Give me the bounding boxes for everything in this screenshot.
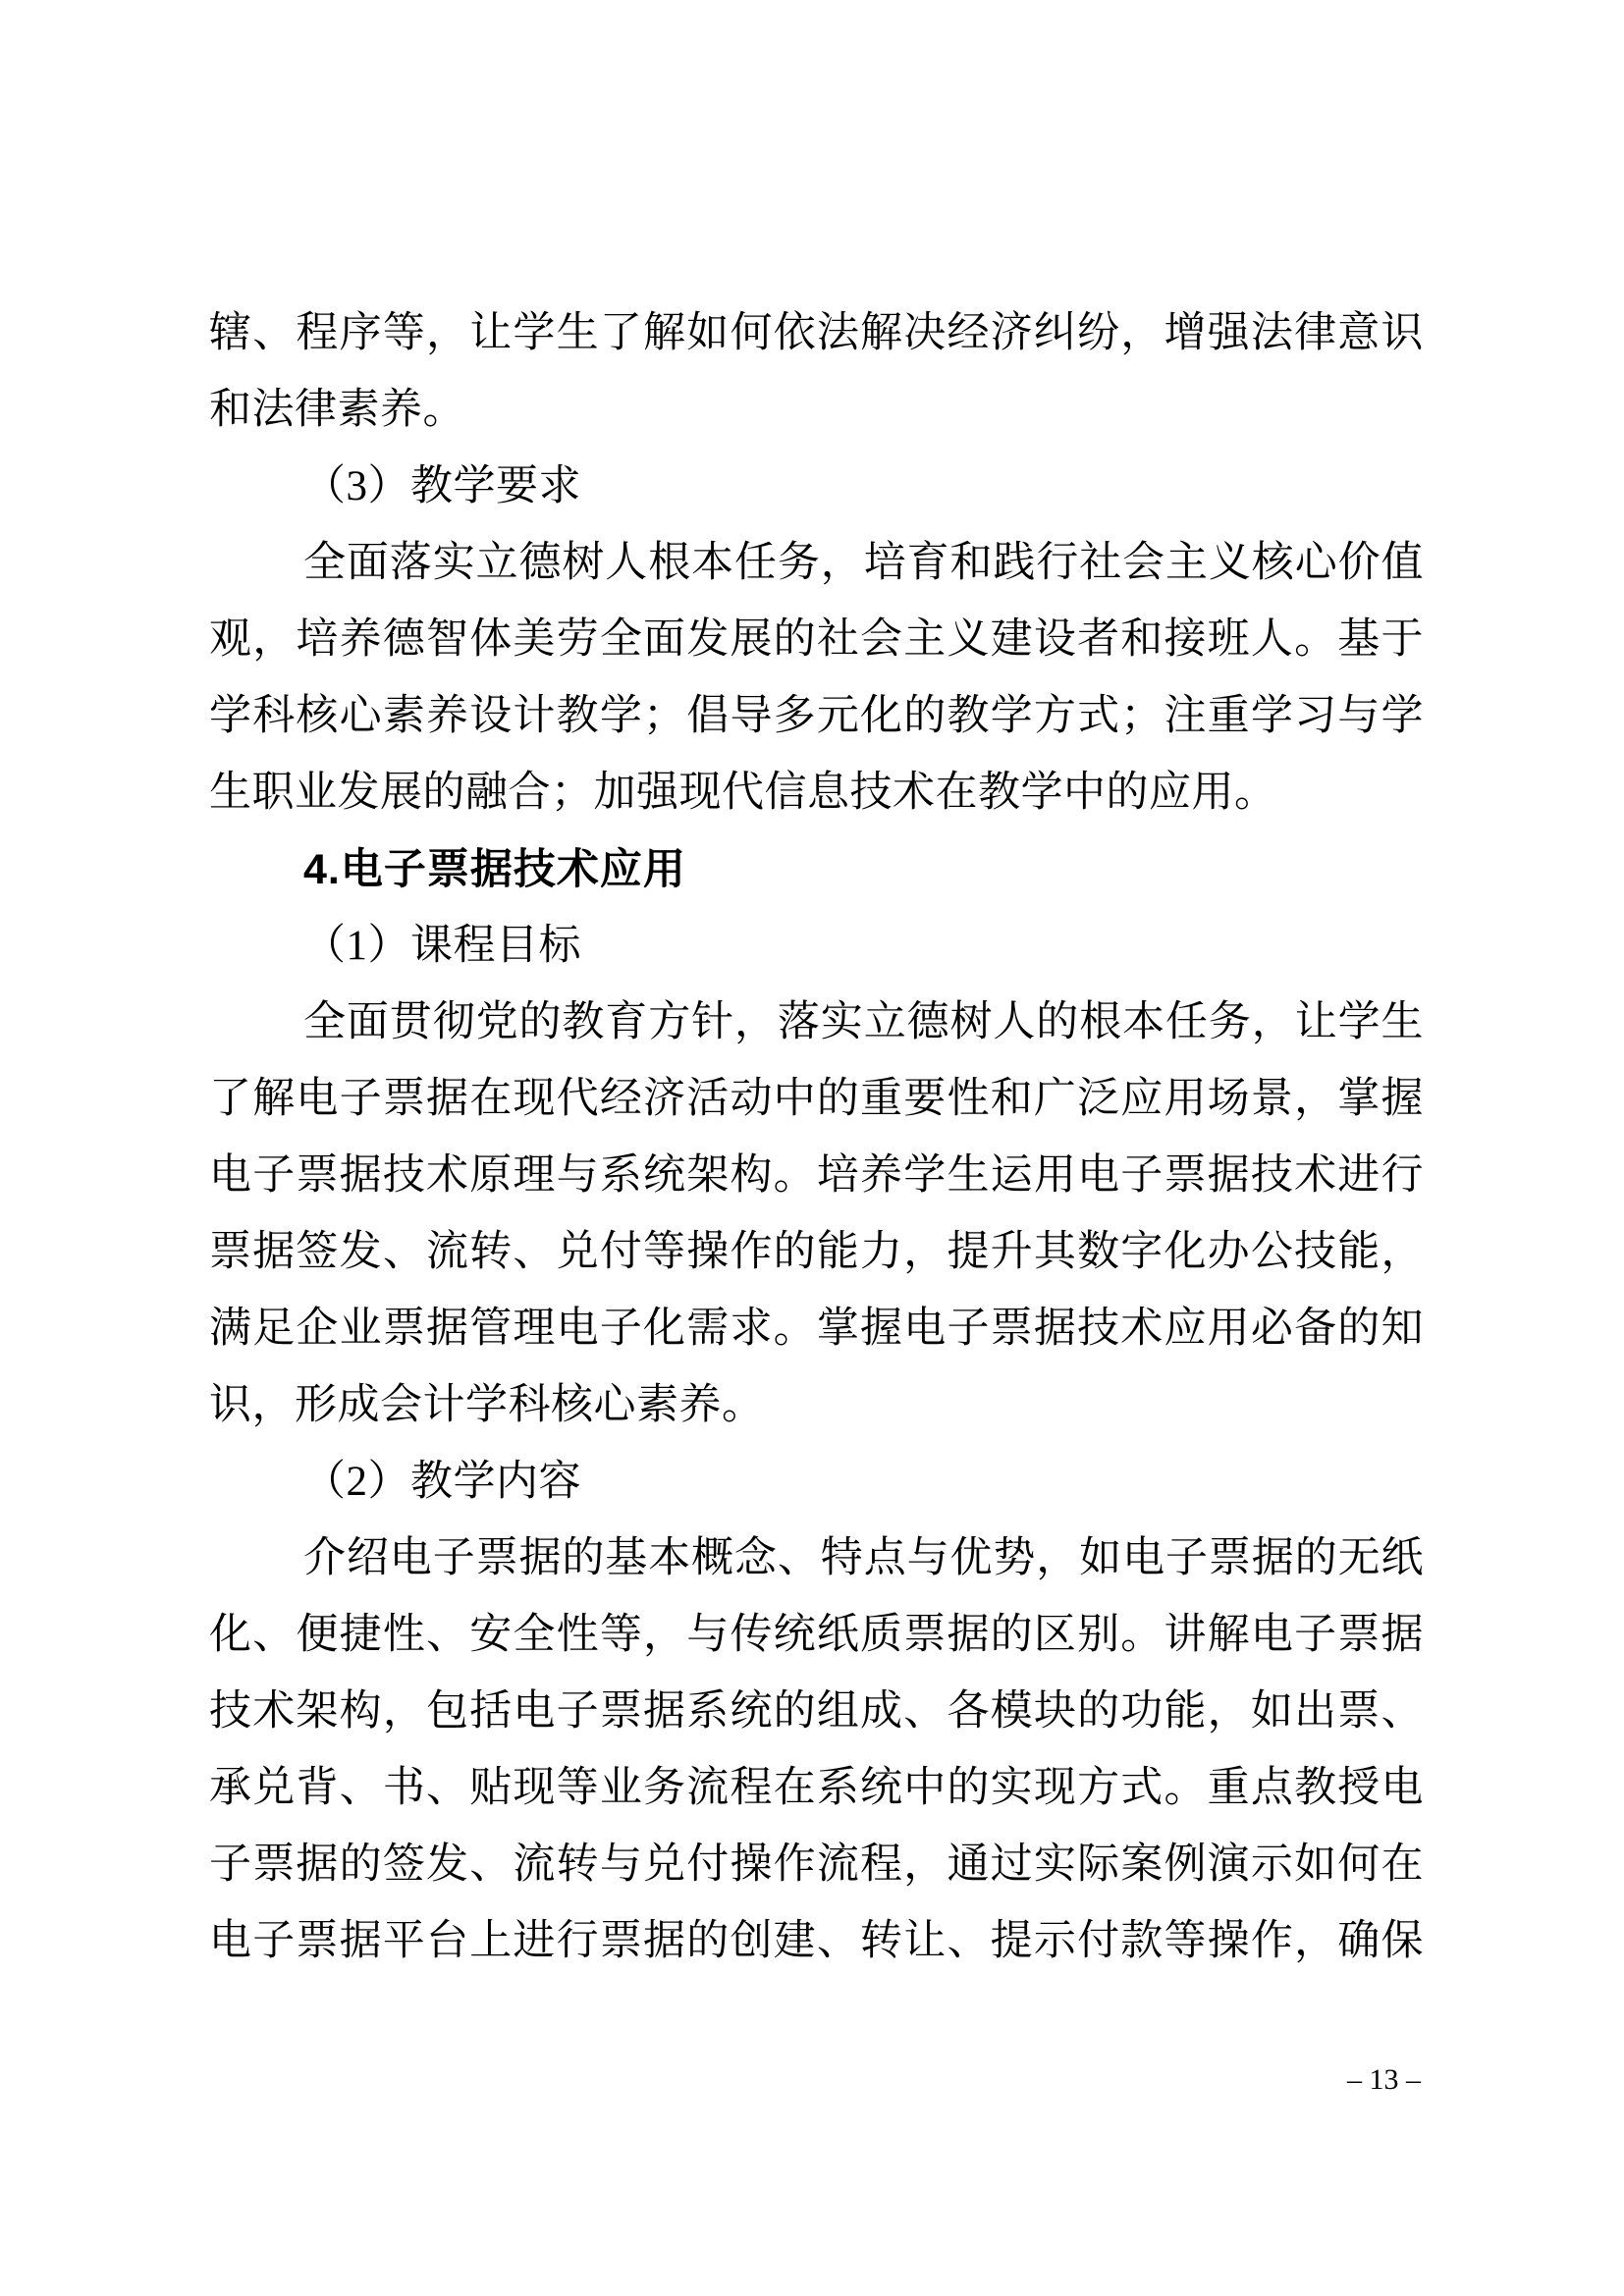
subheading-teaching-content: （2）教学内容 bbox=[303, 1459, 581, 1505]
para-line: 全面贯彻党的教育方针，落实立德树人的根本任务，让学生 bbox=[303, 999, 1424, 1045]
para-line: 了解电子票据在现代经济活动中的重要性和广泛应用场景，掌握 bbox=[209, 1076, 1424, 1122]
section-heading-4: 4.电子票据技术应用 bbox=[303, 846, 686, 893]
text-block bbox=[209, 295, 1424, 1980]
para-line: 票据签发、流转、兑付等操作的能力，提升其数字化办公技能， bbox=[209, 1229, 1424, 1275]
para-line: 子票据的签发、流转与兑付操作流程，通过实际案例演示如何在 bbox=[209, 1842, 1424, 1888]
para-line: 和法律素养。 bbox=[209, 387, 465, 433]
para-line: 生职业发展的融合；加强现代信息技术在教学中的应用。 bbox=[209, 770, 1277, 816]
para-line: 电子票据平台上进行票据的创建、转让、提示付款等操作，确保 bbox=[209, 1918, 1424, 1964]
para-line: 辖、程序等，让学生了解如何依法解决经济纠纷，增强法律意识 bbox=[209, 310, 1424, 356]
para-line: 观，培养德智体美劳全面发展的社会主义建设者和接班人。基于 bbox=[209, 616, 1424, 663]
para-line: 学科核心素养设计教学；倡导多元化的教学方式；注重学习与学 bbox=[209, 693, 1424, 739]
para-line: 全面落实立德树人根本任务，培育和践行社会主义核心价值 bbox=[303, 540, 1424, 586]
para-line: 电子票据技术原理与系统架构。培养学生运用电子票据技术进行 bbox=[209, 1152, 1424, 1199]
para-line: 技术架构，包括电子票据系统的组成、各模块的功能，如出票、 bbox=[209, 1688, 1424, 1735]
para-line: 承兑背、书、贴现等业务流程在系统中的实现方式。重点教授电 bbox=[209, 1765, 1424, 1811]
subheading-course-objectives: （1）课程目标 bbox=[303, 923, 581, 969]
subheading-teaching-requirements: （3）教学要求 bbox=[303, 463, 581, 509]
para-line: 满足企业票据管理电子化需求。掌握电子票据技术应用必备的知 bbox=[209, 1306, 1424, 1352]
page-number: – 13 – bbox=[1347, 2063, 1421, 2096]
para-line: 识，形成会计学科核心素养。 bbox=[209, 1382, 765, 1428]
para-line: 介绍电子票据的基本概念、特点与优势，如电子票据的无纸 bbox=[303, 1535, 1424, 1581]
para-line: 化、便捷性、安全性等，与传统纸质票据的区别。讲解电子票据 bbox=[209, 1612, 1424, 1658]
